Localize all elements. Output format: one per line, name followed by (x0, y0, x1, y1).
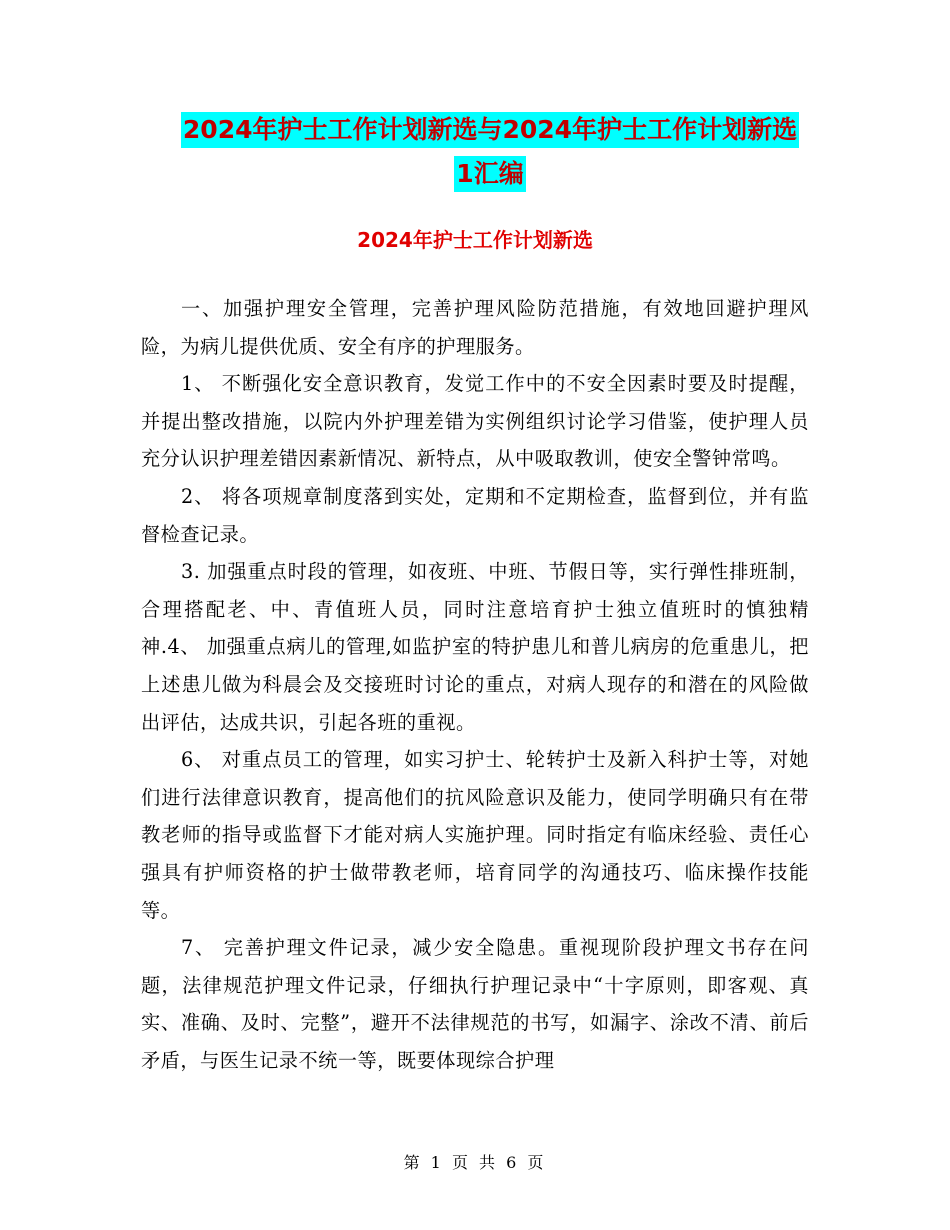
paragraph: 2、 将各项规章制度落到实处，定期和不定期检查，监督到位，并有监督检查记录。 (141, 484, 809, 546)
paragraph: 1、 不断强化安全意识教育，发觉工作中的不安全因素时要及时提醒，并提出整改措施，以院内外护理差错为实例组织讨论学习借鉴，使护理人员充分认识护理差错因素新情况、新特点，从中吸取教训，使安全警钟常鸣。 (141, 372, 809, 471)
paragraph: 6、 对重点员工的管理，如实习护士、轮转护士及新入科护士等，对她们进行法律意识教育，提高他们的抗风险意识及能力，使同学明确只有在带教老师的指导或监督下才能对病人实施护理。同时指定有临床经验、责任心强具有护师资格的护士做带教老师，培育同学的沟通技巧、临床操作技能等。 (141, 748, 809, 922)
title-line-2: 1汇编 (454, 156, 525, 192)
title-line-1: 2024年护士工作计划新选与2024年护士工作计划新选 (181, 112, 799, 148)
paragraph: 一、加强护理安全管理，完善护理风险防范措施，有效地回避护理风险，为病儿提供优质、安全有序的护理服务。 (141, 297, 809, 358)
section-heading: 2024年护士工作计划新选 (357, 228, 593, 252)
document-body (141, 290, 809, 1079)
document-title (140, 112, 840, 192)
page-footer: 第 1 页 共 6 页 (403, 1153, 547, 1172)
paragraph: 3. 加强重点时段的管理，如夜班、中班、节假日等，实行弹性排班制，合理搭配老、中、青值班人员，同时注意培育护士独立值班时的慎独精神.4、 加强重点病儿的管理,如监护室的特护患儿和普儿病房的危重患儿，把上述患儿做为科晨会及交接班时讨论的重点，对病人现存的和潜在的风险做出评估，达成共识，引起各班的重视。 (141, 560, 809, 734)
paragraph: 7、 完善护理文件记录，减少安全隐患。重视现阶段护理文书存在问题，法律规范护理文件记录，仔细执行护理记录中“十字原则，即客观、真实、准确、及时、完整”，避开不法律规范的书写，如漏字、涂改不清、前后矛盾，与医生记录不统一等，既要体现综合护理 (141, 936, 809, 1072)
